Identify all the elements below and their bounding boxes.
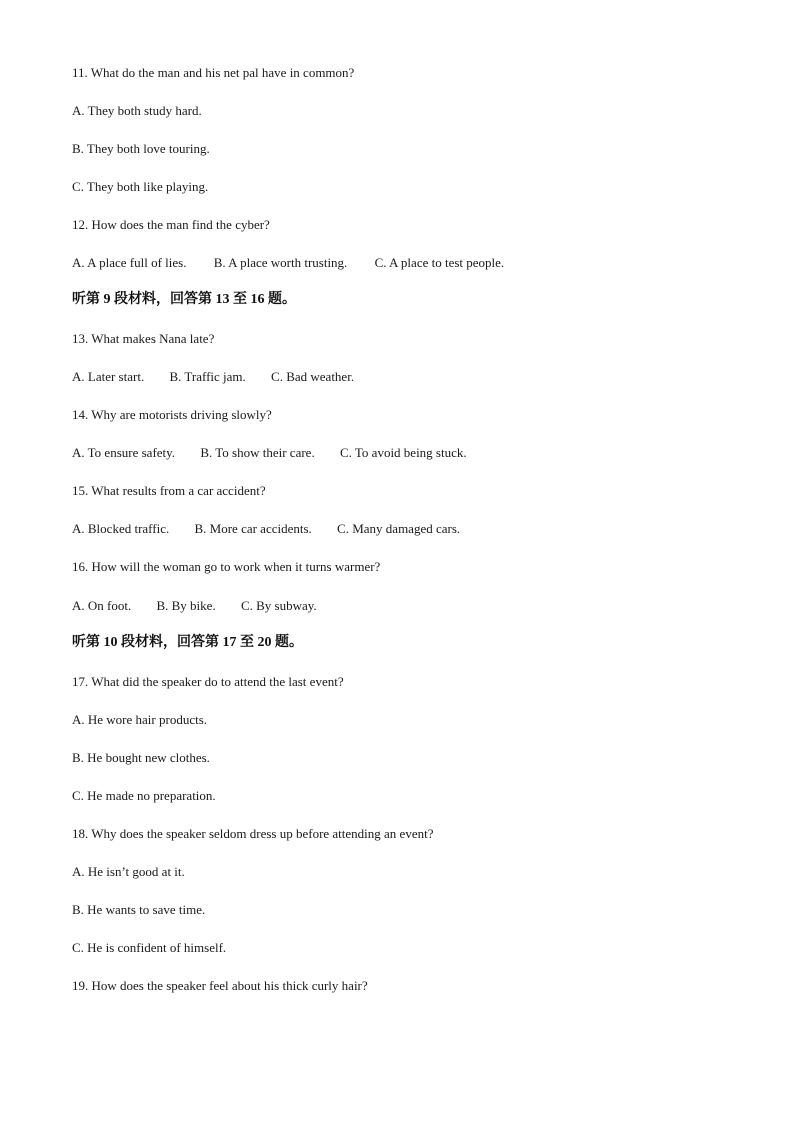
option-11-b: B. They both love touring.: [72, 141, 210, 156]
question-15: 15. What results from a car accident?: [72, 483, 266, 498]
option-18-c: C. He is confident of himself.: [72, 940, 227, 955]
option-18-a: A. He isn’t good at it.: [72, 864, 185, 879]
question-18: 18. Why does the speaker seldom dress up before attending an event?: [72, 826, 434, 841]
options-14: [72, 445, 467, 461]
option-17-a: A. He wore hair products.: [72, 712, 208, 727]
option-14-c: C. To avoid being stuck.: [339, 445, 467, 460]
option-12-a: A. A place full of lies.: [72, 255, 187, 270]
question-14: 14. Why are motorists driving slowly?: [72, 407, 272, 422]
options-15: [72, 521, 460, 537]
option-15-a: A. Blocked traffic.: [72, 521, 170, 536]
question-17: 17. What did the speaker do to attend the last event?: [72, 674, 344, 689]
option-13-a: A. Later start.: [72, 369, 145, 384]
option-17-b: B. He bought new clothes.: [72, 750, 210, 765]
option-11-c: C. They both like playing.: [72, 179, 209, 194]
options-13: [72, 369, 354, 385]
option-11-a: A. They both study hard.: [72, 103, 202, 118]
option-16-b: B. By bike.: [156, 598, 216, 613]
section-heading-9: 听第 9 段材料，回答第 13 至 16 题。: [72, 292, 296, 307]
option-12-b: B. A place worth trusting.: [213, 255, 348, 270]
option-17-c: C. He made no preparation.: [72, 788, 216, 803]
question-19: 19. How does the speaker feel about his thick curly hair?: [72, 978, 368, 993]
option-16-a: A. On foot.: [72, 598, 132, 613]
options-16: [72, 598, 317, 614]
option-16-c: C. By subway.: [240, 598, 317, 613]
option-13-c: C. Bad weather.: [271, 369, 355, 384]
question-13: 13. What makes Nana late?: [72, 331, 215, 346]
options-12: [72, 255, 504, 271]
option-15-c: C. Many damaged cars.: [337, 521, 461, 536]
question-11: 11. What do the man and his net pal have in common?: [72, 65, 355, 80]
option-14-b: B. To show their care.: [200, 445, 315, 460]
section-heading-10: 听第 10 段材料，回答第 17 至 20 题。: [72, 635, 303, 650]
option-14-a: A. To ensure safety.: [72, 445, 176, 460]
option-12-c: C. A place to test people.: [374, 255, 505, 270]
option-13-b: B. Traffic jam.: [169, 369, 246, 384]
question-16: 16. How will the woman go to work when it turns warmer?: [72, 559, 381, 574]
option-18-b: B. He wants to save time.: [72, 902, 206, 917]
option-15-b: B. More car accidents.: [194, 521, 312, 536]
question-12: 12. How does the man find the cyber?: [72, 217, 270, 232]
